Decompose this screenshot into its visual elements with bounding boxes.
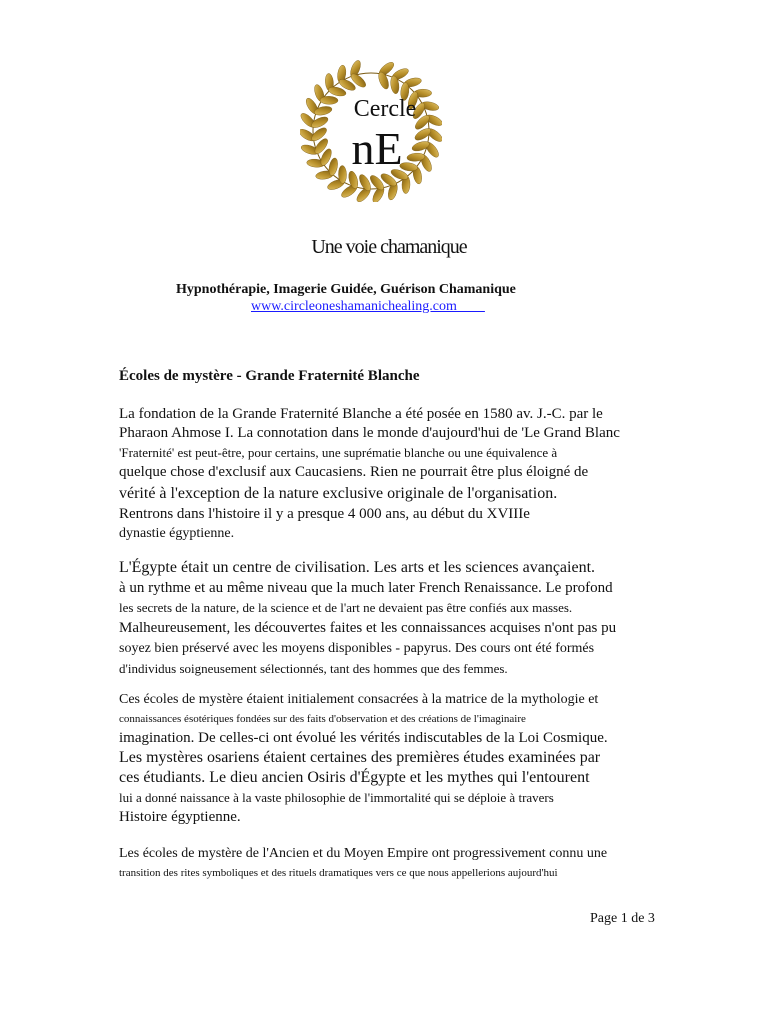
paragraph-line: lui a donné naissance à la vaste philosophie de l'immortalité qui se déploie à travers bbox=[119, 790, 554, 805]
paragraph-line: vérité à l'exception de la nature exclusive originale de l'organisation. bbox=[119, 485, 558, 502]
paragraph-line: ces étudiants. Le dieu ancien Osiris d'Égypte et les mythes qui l'entourent bbox=[119, 769, 590, 786]
paragraph-line: Histoire égyptienne. bbox=[119, 809, 241, 825]
paragraph-line: dynastie égyptienne. bbox=[119, 526, 235, 541]
website-link[interactable]: www.circleoneshamanichealing.com bbox=[251, 299, 485, 314]
paragraph-line: transition des rites symboliques et des rituels dramatiques vers ce que nous appellerions aujourd'hui bbox=[119, 867, 558, 879]
paragraph-2 bbox=[119, 557, 669, 679]
paragraph-line: connaissances ésotériques fondées sur des faits d'observation et des créations de l'imaginaire bbox=[119, 713, 526, 725]
page-number: Page 1 de 3 bbox=[590, 911, 655, 926]
paragraph-4 bbox=[119, 844, 669, 882]
paragraph-line: Les mystères osariens étaient certaines des premières études examinées par bbox=[119, 749, 601, 766]
paragraph-line: d'individus soigneusement sélectionnés, tant des hommes que des femmes. bbox=[119, 661, 508, 676]
laurel-wreath-logo bbox=[300, 60, 442, 202]
paragraph-line: Rentrons dans l'histoire il y a presque 4 000 ans, au début du XVIIIe bbox=[119, 506, 530, 522]
paragraph-line: les secrets de la nature, de la science et de l'art ne devaient pas être confiés aux masses. bbox=[119, 600, 573, 615]
paragraph-line: 'Fraternité' est peut-être, pour certains, une suprématie blanche ou une équivalence à bbox=[119, 445, 558, 460]
paragraph-line: Les écoles de mystère de l'Ancien et du Moyen Empire ont progressivement connu une bbox=[119, 846, 608, 861]
paragraph-line: soyez bien préservé avec les moyens disponibles - papyrus. Des cours ont été formés bbox=[119, 641, 595, 656]
logo-word-ne: nE bbox=[351, 123, 403, 174]
logo-word-cercle: Cercle bbox=[353, 96, 417, 122]
tagline: Une voie chamanique bbox=[311, 236, 467, 258]
paragraph-line: Ces écoles de mystère étaient initialement consacrées à la matrice de la mythologie et bbox=[119, 692, 599, 707]
paragraph-line: La fondation de la Grande Fraternité Blanche a été posée en 1580 av. J.-C. par le bbox=[119, 406, 603, 422]
paragraph-line: Malheureusement, les découvertes faites et les connaissances acquises n'ont pas pu bbox=[119, 620, 617, 636]
paragraph-1 bbox=[119, 405, 669, 543]
article-heading: Écoles de mystère - Grande Fraternité Blanche bbox=[119, 368, 420, 384]
paragraph-line: imagination. De celles-ci ont évolué les vérités indiscutables de la Loi Cosmique. bbox=[119, 730, 608, 746]
paragraph-line: quelque chose d'exclusif aux Caucasiens. Rien ne pourrait être plus éloigné de bbox=[119, 464, 589, 480]
paragraph-line: L'Égypte était un centre de civilisation. Les arts et les sciences avançaient. bbox=[119, 559, 596, 576]
paragraph-line: à un rythme et au même niveau que la much later French Renaissance. Le profond bbox=[119, 580, 613, 596]
paragraph-line: Pharaon Ahmose I. La connotation dans le monde d'aujourd'hui de 'Le Grand Blanc bbox=[119, 425, 620, 441]
paragraph-3 bbox=[119, 690, 669, 828]
services-line: Hypnothérapie, Imagerie Guidée, Guérison Chamanique bbox=[176, 282, 516, 297]
